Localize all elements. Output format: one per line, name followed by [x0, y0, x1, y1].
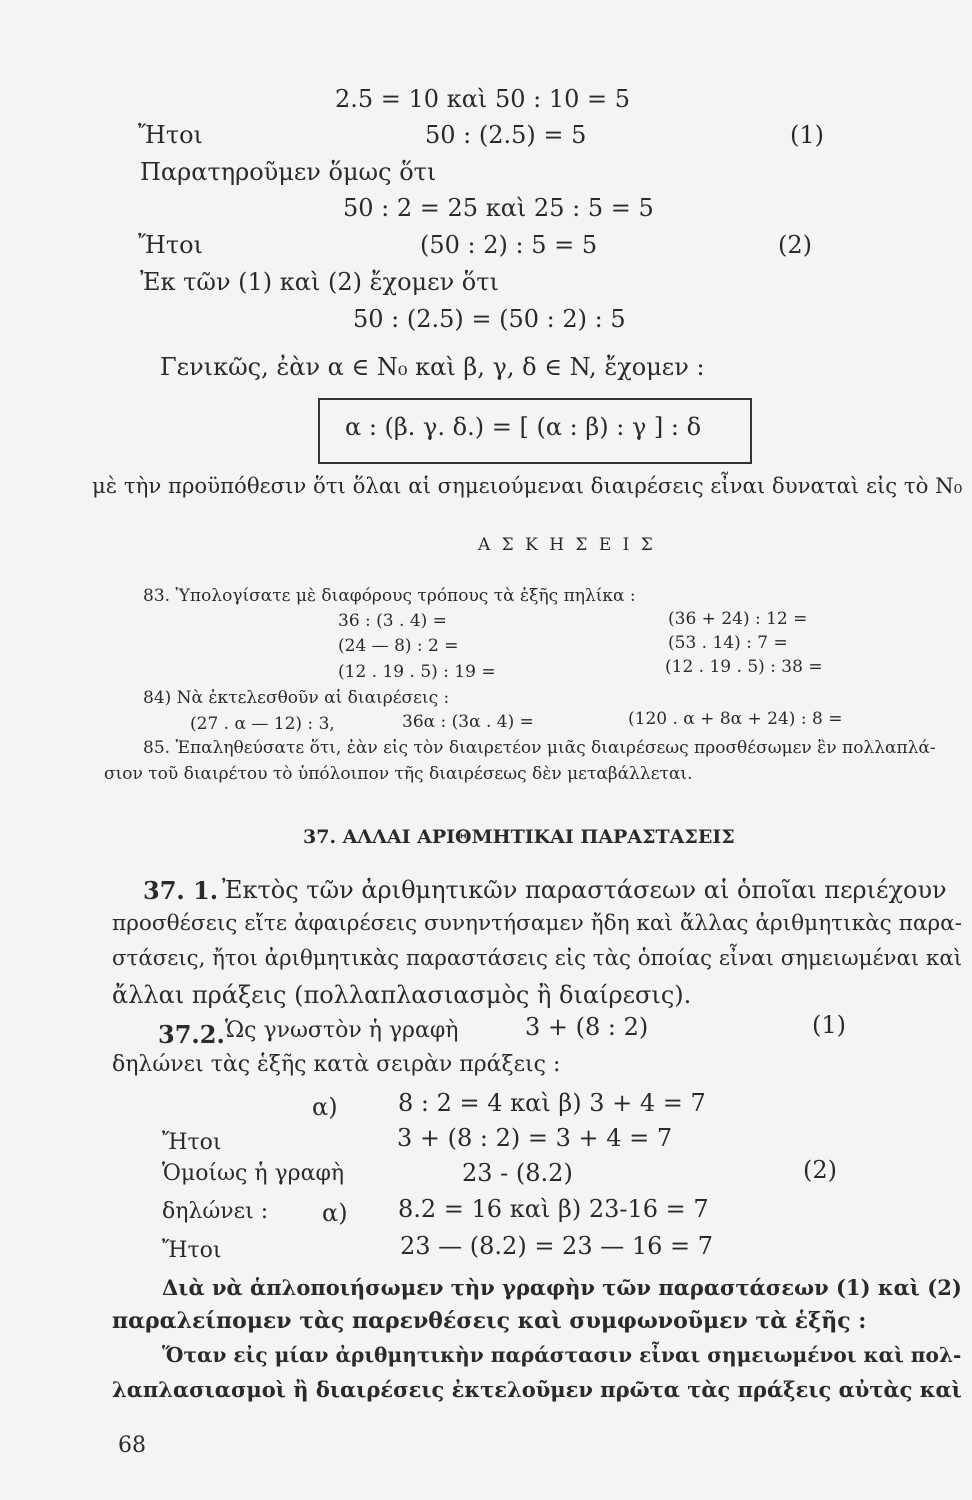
eq-number: (1): [790, 121, 824, 149]
section-heading: 37. ΑΛΛΑΙ ΑΡΙΘΜΗΤΙΚΑΙ ΠΑΡΑΣΤΑΣΕΙΣ: [303, 826, 735, 848]
eq-line: 23 - (8.2): [462, 1159, 573, 1187]
exercise-item: 36 : (3 . 4) =: [338, 611, 447, 631]
exercise-item: (36 + 24) : 12 =: [668, 609, 808, 629]
text-line: μὲ τὴν προϋπόθεσιν ὅτι ὅλαι αἱ σημειούμεναι διαιρέσεις εἶναι δυναταὶ εἰς τὸ N₀: [92, 474, 963, 499]
paragraph-line: ἄλλαι πράξεις (πολλαπλασιασμὸς ἢ διαίρεσις).: [112, 981, 692, 1009]
paragraph-line: λαπλασιασμοὶ ἢ διαιρέσεις ἐκτελοῦμεν πρῶτα τὰς πράξεις αὐτὰς καὶ: [112, 1377, 962, 1402]
eq-line: 50 : (2.5) = 5: [425, 121, 587, 149]
boxed-formula: α : (β. γ. δ.) = [ (α : β) : γ ] : δ: [345, 413, 702, 441]
eq-line: 3 + (8 : 2): [525, 1013, 649, 1041]
paragraph-line: δηλώνει τὰς ἑξῆς κατὰ σειρὰν πράξεις :: [112, 1052, 561, 1077]
paragraph-line: Ὡς γνωστὸν ἡ γραφὴ: [225, 1018, 459, 1043]
text-line: Παρατηροῦμεν ὅμως ὅτι: [140, 158, 437, 186]
exercise-85: 85. Ἐπαληθεύσατε ὅτι, ἐὰν εἰς τὸν διαιρετέον μιᾶς διαιρέσεως προσθέσωμεν ἓν πολλαπλά-: [143, 738, 936, 758]
eq-line: 2.5 = 10 καὶ 50 : 10 = 5: [335, 85, 631, 113]
paragraph-line: Ἐκτὸς τῶν ἀριθμητικῶν παραστάσεων αἱ ὁποῖαι περιέχουν: [222, 876, 947, 904]
paragraph-line: Ὁμοίως ἡ γραφὴ: [162, 1161, 345, 1186]
eq-line: 50 : (2.5) = (50 : 2) : 5: [353, 305, 626, 333]
eq-line: 23 — (8.2) = 23 — 16 = 7: [400, 1232, 714, 1260]
eq-line: (50 : 2) : 5 = 5: [420, 231, 598, 259]
exercise-item: (53 . 14) : 7 =: [668, 633, 788, 653]
paragraph-line: παραλείπομεν τὰς παρενθέσεις καὶ συμφωνοῦμεν τὰ ἑξῆς :: [112, 1308, 867, 1334]
list-marker: α): [322, 1199, 348, 1227]
list-marker: α): [312, 1093, 338, 1121]
exercise-item: (12 . 19 . 5) : 38 =: [665, 657, 823, 677]
label-itoi: Ἤτοι: [138, 121, 203, 149]
exercise-item: (24 — 8) : 2 =: [338, 636, 459, 656]
eq-number: (2): [778, 231, 812, 259]
paragraph-line: Ὅταν εἰς μίαν ἀριθμητικὴν παράστασιν εἶναι σημειωμένοι καὶ πολ-: [162, 1343, 962, 1367]
paragraph-number: 37.2.: [158, 1020, 225, 1049]
label-itoi: Ἤτοι: [162, 1130, 222, 1155]
exercise-item: (27 . α — 12) : 3,: [190, 714, 335, 734]
exercise-item: (12 . 19 . 5) : 19 =: [338, 662, 496, 682]
exercise-item: (120 . α + 8α + 24) : 8 =: [628, 709, 843, 729]
paragraph-line: Διὰ νὰ ἁπλοποιήσωμεν τὴν γραφὴν τῶν παραστάσεων (1) καὶ (2): [162, 1275, 962, 1300]
label-itoi: Ἤτοι: [138, 231, 203, 259]
exercise-84: 84) Νὰ ἐκτελεσθοῦν αἱ διαιρέσεις :: [143, 688, 450, 708]
paragraph-number: 37. 1.: [143, 876, 219, 905]
label-itoi: Ἤτοι: [162, 1238, 222, 1263]
paragraph-line: προσθέσεις εἴτε ἀφαιρέσεις συνηντήσαμεν ἤδη καὶ ἄλλας ἀριθμητικὰς παρα-: [112, 911, 963, 936]
exercise-item: 36α : (3α . 4) =: [402, 712, 534, 732]
eq-line: 8.2 = 16 καὶ β) 23-16 = 7: [398, 1195, 709, 1223]
eq-line: 50 : 2 = 25 καὶ 25 : 5 = 5: [343, 194, 654, 222]
paragraph-line: στάσεις, ἤτοι ἀριθμητικὰς παραστάσεις εἰς τὰς ὁποίας εἶναι σημειωμέναι καὶ: [112, 946, 963, 971]
eq-number: (2): [803, 1156, 837, 1184]
text-line: Γενικῶς, ἐὰν α ∈ N₀ καὶ β, γ, δ ∈ N, ἔχομεν :: [160, 353, 705, 381]
exercise-85-cont: σιον τοῦ διαιρέτου τὸ ὑπόλοιπον τῆς διαιρέσεως δὲν μεταβάλλεται.: [104, 764, 693, 784]
exercise-83: 83. Ὑπολογίσατε μὲ διαφόρους τρόπους τὰ ἑξῆς πηλίκα :: [143, 586, 636, 606]
exercises-heading: Α Σ Κ Η Σ Ε Ι Σ: [478, 535, 656, 555]
eq-number: (1): [812, 1011, 846, 1039]
eq-line: 8 : 2 = 4 καὶ β) 3 + 4 = 7: [398, 1089, 706, 1117]
page-number: 68: [118, 1433, 146, 1458]
paragraph-line: δηλώνει :: [162, 1199, 269, 1224]
eq-line: 3 + (8 : 2) = 3 + 4 = 7: [397, 1124, 673, 1152]
text-line: Ἐκ τῶν (1) καὶ (2) ἔχομεν ὅτι: [140, 268, 499, 296]
